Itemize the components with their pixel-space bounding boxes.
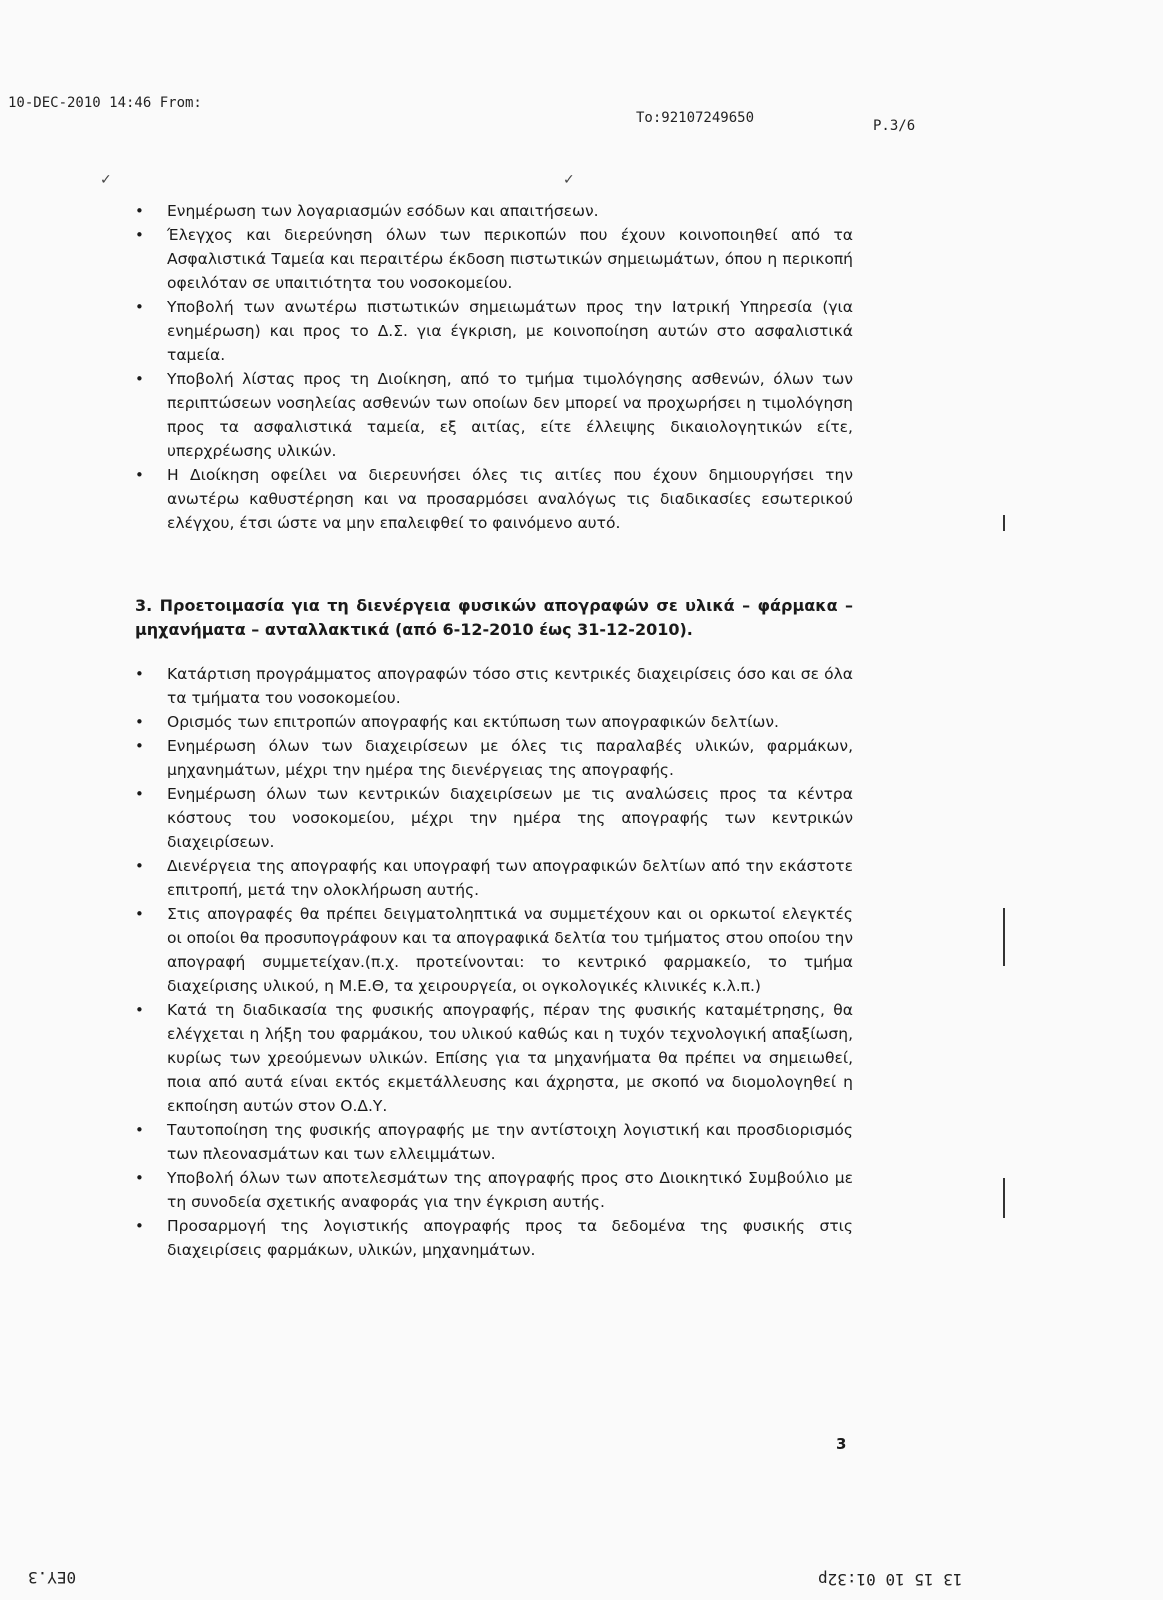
fax-header-page: P.3/6 (873, 118, 916, 134)
fax-header-date: 10-DEC-2010 14:46 From: (8, 95, 202, 111)
list-item: • Η Διοίκηση οφείλει να διερευνήσει όλες τις αιτίες που έχουν δημιουργήσει την ανωτέρω καθυστέρηση και να προσαρμόσει αναλόγως τις διαδικασίες εσωτερικού ελέγχου, έτσι ώστε να μην επαλειφθεί το φαινόμενο αυτό. (135, 463, 853, 535)
list-item: • Υποβολή λίστας προς τη Διοίκηση, από το τμήμα τιμολόγησης ασθενών, όλων των περιπτώσεων νοσηλείας ασθενών των οποίων δεν μπορεί να προχωρήσει η τιμολόγηση προς τα ασφαλιστικά ταμεία, εξ αιτίας, είτε έλλειψης δικαιολογητικών είτε, υπερχρέωσης υλικών. (135, 367, 853, 463)
list-item: • Ορισμός των επιτροπών απογραφής και εκτύπωση των απογραφικών δελτίων. (135, 710, 853, 734)
scan-mark: ✓ (100, 172, 112, 188)
scan-line (1003, 1178, 1005, 1218)
bullet-list-a (135, 199, 853, 535)
list-item: • Ταυτοποίηση της φυσικής απογραφής με την αντίστοιχη λογιστική και προσδιορισμός των πλεονασμάτων και των ελλειμμάτων. (135, 1118, 853, 1166)
section-heading: 3. Προετοιμασία για τη διενέργεια φυσικών απογραφών σε υλικά – φάρμακα – μηχανήματα – ανταλλακτικά (από 6-12-2010 έως 31-12-2010). (135, 596, 853, 639)
scan-mark: ✓ (563, 172, 575, 188)
scan-line (1003, 515, 1005, 531)
list-item: • Ενημέρωση όλων των διαχειρίσεων με όλες τις παραλαβές υλικών, φαρμάκων, μηχανημάτων, μέχρι την ημέρα της διενέργειας της απογραφής. (135, 734, 853, 782)
list-item: • Υποβολή όλων των αποτελεσμάτων της απογραφής προς στο Διοικητικό Συμβούλιο με τη συνοδεία σχετικής αναφοράς για την έγκριση αυτής. (135, 1166, 853, 1214)
page-number: 3 (836, 1435, 847, 1453)
fax-header-to: To:92107249650 (636, 110, 755, 126)
list-item: • Προσαρμογή της λογιστικής απογραφής προς τα δεδομένα της φυσικής στις διαχειρίσεις φαρμάκων, υλικών, μηχανημάτων. (135, 1214, 853, 1262)
list-item: • Υποβολή των ανωτέρω πιστωτικών σημειωμάτων προς την Ιατρική Υπηρεσία (για ενημέρωση) και προς το Δ.Σ. για έγκριση, με κοινοποίηση αυτών στο ασφαλιστικά ταμεία. (135, 295, 853, 367)
scan-line (1003, 908, 1005, 966)
footer-upside-down-right: 13 15 10 01:32p (818, 1570, 963, 1589)
list-item: • Ενημέρωση των λογαριασμών εσόδων και απαιτήσεων. (135, 199, 853, 223)
list-item: • Κατάρτιση προγράμματος απογραφών τόσο στις κεντρικές διαχειρίσεις όσο και σε όλα τα τμήματα του νοσοκομείου. (135, 662, 853, 710)
list-item: • Ενημέρωση όλων των κεντρικών διαχειρίσεων με τις αναλώσεις προς τα κέντρα κόστους του νοσοκομείου, μέχρι την ημέρα της απογραφής των κεντρικών διαχειρίσεων. (135, 782, 853, 854)
bullet-list-b (135, 662, 853, 1262)
list-item: • Διενέργεια της απογραφής και υπογραφή των απογραφικών δελτίων από την εκάστοτε επιτροπή, μετά την ολοκλήρωση αυτής. (135, 854, 853, 902)
list-item: • Έλεγχος και διερεύνηση όλων των περικοπών που έχουν κοινοποιηθεί από τα Ασφαλιστικά Ταμεία και περαιτέρω έκδοση πιστωτικών σημειωμάτων, όπου η περικοπή οφειλόταν σε υπαιτιότητα του νοσοκομείου. (135, 223, 853, 295)
footer-upside-down-left: 0EY.3 (28, 1568, 77, 1587)
list-item: • Κατά τη διαδικασία της φυσικής απογραφής, πέραν της φυσικής καταμέτρησης, θα ελέγχεται η λήξη του φαρμάκου, του υλικού καθώς και η τυχόν τεχνολογική απαξίωση, κυρίως των χρεούμενων υλικών. Επίσης για τα μηχανήματα θα πρέπει να σημειωθεί, ποια από αυτά είναι εκτός εκμετάλλευσης και άχρηστα, με σκοπό να διομολογηθεί η εκποίηση αυτών στον Ο.Δ.Υ. (135, 998, 853, 1118)
list-item: • Στις απογραφές θα πρέπει δειγματοληπτικά να συμμετέχουν και οι ορκωτοί ελεγκτές οι οποίοι θα προσυπογράφουν και τα απογραφικά δελτία του τμήματος στου οποίου την απογραφή συμμετείχαν.(π.χ. προτείνονται: το κεντρικό φαρμακείο, το τμήμα διαχείρισης υλικού, η Μ.Ε.Θ, τα χειρουργεία, οι ογκολογικές κλινικές κ.λ.π.) (135, 902, 853, 998)
